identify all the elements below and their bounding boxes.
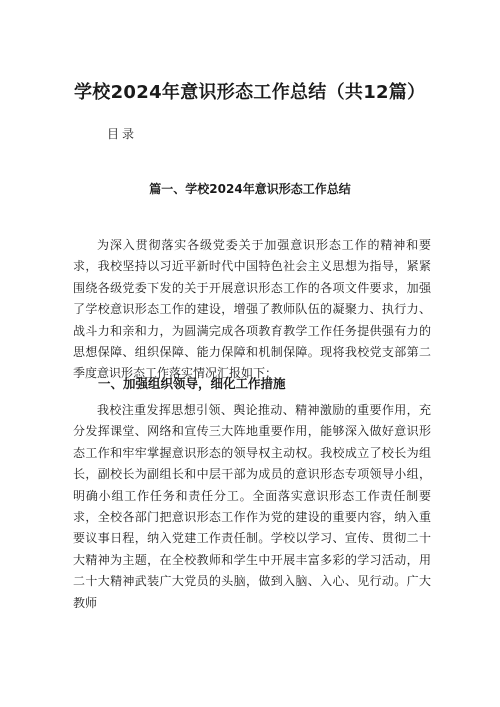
article-heading: 篇一、学校2024年意识形态工作总结	[149, 182, 351, 196]
section-paragraph: 我校注重发挥思想引领、舆论推动、精神激励的重要作用，充分发挥课堂、网络和宣传三大阵地重要作用，能够深入做好意识形态工作和牢牢掌握意识形态的领导权主动权。我校成立了校长为组长，副校长为副组长和中层干部为成员的意识形态专项领导小组，明确小组工作任务和责任分工。全面落实意识形态工作责任制要求，全校各部门把意识形态工作作为党的建设的重要内容，纳入重要议事日程，纳入党建工作责任制。学校以学习、宣传、贯彻二十大精神为主题，在全校教师和学生中开展丰富多彩的学习活动，用二十大精神武装广大党员的头脑，做到入脑、入心、见行动。广大教师	[73, 403, 431, 610]
section-heading: 一、加强组织领导，细化工作措施	[98, 376, 286, 391]
intro-paragraph: 为深入贯彻落实各级党委关于加强意识形态工作的精神和要求，我校坚持以习近平新时代中国特色社会主义思想为指导，紧紧围绕各级党委下发的关于开展意识形态工作的各项文件要求，加强了学校意识形态工作的建设，增强了教师队伍的凝聚力、执行力、战斗力和亲和力，为圆满完成各项教育教学工作任务提供强有力的思想保障、组织保障、能力保障和机制保障。现将我校党支部第二季度意识形态工作落实情况汇报如下：	[73, 238, 431, 381]
table-of-contents-label: 目录	[107, 127, 138, 141]
document-title: 学校2024年意识形态工作总结（共12篇）	[74, 82, 426, 103]
